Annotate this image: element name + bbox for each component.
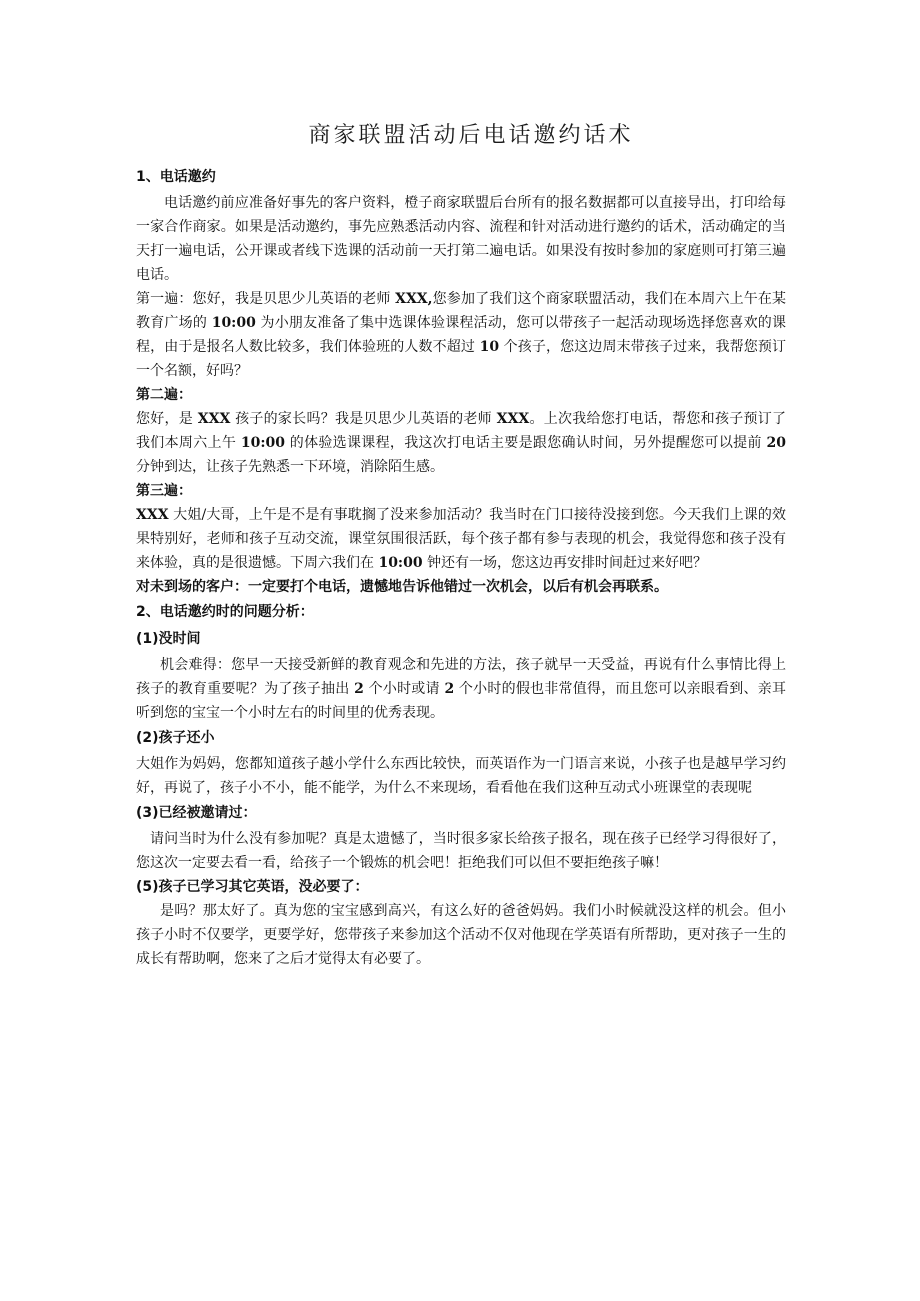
- first-call-text: 您参加了我们这个商家联盟活动，我们在本周六上午在某教育广场的: [136, 291, 786, 331]
- second-call-script: [136, 407, 786, 479]
- third-call-script: [136, 503, 786, 575]
- answer-child-too-young: 大姐作为妈妈，您都知道孩子越小学什么东西比较快，而英语作为一门语言来说，小孩子也是越早学习约好，再说了，孩子小不小，能不能学，为什么不来现场，看看他在我们这种互动式小班课堂的表现呢: [136, 756, 786, 796]
- question-heading-no-time: (1)没时间: [136, 631, 201, 647]
- no-show-note: 对未到场的客户：一定要打个电话，遗憾地告诉他错过一次机会，以后有机会再联系。: [136, 579, 668, 595]
- answer-text: 机会难得：您早一天接受新鲜的教育观念和先进的方法，孩子就早一天受益，再说有什么事情比得上孩子的教育重要呢？为了孩子抽出: [136, 657, 786, 697]
- second-call-heading: 第二遍：: [136, 387, 192, 403]
- first-call-text: 个孩子，您这边周末带孩子过来，我帮您预订一个名额，好吗？: [136, 339, 787, 379]
- second-call-text: 的体验选课课程，我这次打电话主要是跟您确认时间，另外提醒您可以提前: [285, 435, 767, 451]
- second-call-text: 孩子的家长吗？我是贝思少儿英语的老师: [230, 411, 497, 427]
- second-call-text: 您好，是: [136, 411, 198, 427]
- section1-intro-paragraph: 电话邀约前应准备好事先的客户资料，橙子商家联盟后台所有的报名数据都可以直接导出，打印给每一家合作商家。如果是活动邀约，事先应熟悉活动内容、流程和针对活动进行邀约的话术，活动确定的当天打一遍电话，公开课或者线下选课的活动前一天打第二遍电话。如果没有按时参加的家庭则可打第三遍电话。: [136, 195, 786, 283]
- answer-other-english: 是吗？那太好了。真为您的宝宝感到高兴，有这么好的爸爸妈妈。我们小时候就没这样的机会。但小孩子小时不仅要学，更要学好，您带孩子来参加这个活动不仅对他现在学英语有所帮助，更对孩子一生的成长有帮助啊，您来了之后才觉得太有必要了。: [136, 903, 786, 967]
- first-call-text: 第一遍：您好，我是贝思少儿英语的老师: [136, 291, 396, 307]
- answer-text: 个小时的假也非常值得，而且您可以亲眼看到、亲耳听到您的宝宝一个小时左右的时间里的优秀表现。: [136, 681, 786, 721]
- first-call-text: 为小朋友准备了集中选课体验课程活动，您可以带孩子一起活动现场选择您喜欢的课程，由于是报名人数比较多，我们体验班的人数不超过: [136, 315, 786, 355]
- answer-hours: 2: [444, 681, 455, 697]
- second-call-teacher-name: XXX: [496, 411, 530, 427]
- first-call-child-count: 10: [479, 339, 500, 355]
- answer-hours: 2: [354, 681, 364, 697]
- second-call-text: 分钟到达，让孩子先熟悉一下环境，消除陌生感。: [136, 459, 444, 475]
- first-call-script: [136, 287, 786, 383]
- third-call-text: 大姐/大哥，上午是不是有事耽搁了没来参加活动？我当时在门口接待没接到您。今天我们上课的效果特别好，老师和孩子互动交流，课堂氛围很活跃，每个孩子都有参与表现的机会，我觉得您和孩子没有来体验，真的是很遗憾。下周六我们在: [136, 507, 786, 571]
- question-heading-already-invited: (3)已经被邀请过：: [136, 805, 257, 821]
- section-heading-phone-invitation: 1、电话邀约: [136, 169, 216, 185]
- third-call-text: 钟还有一场，您这边再安排时间赶过来好吧？: [422, 555, 708, 571]
- first-call-time: 10:00: [211, 315, 256, 331]
- section-heading-problem-analysis: 2、电话邀约时的问题分析：: [136, 604, 314, 620]
- third-call-name: XXX: [136, 507, 169, 523]
- document-title: 商家联盟活动后电话邀约话术: [308, 123, 634, 148]
- second-call-time: 10:00: [240, 435, 286, 451]
- second-call-text: 。上次我给您打电话，帮您和孩子预订了我们本周六上午: [136, 411, 787, 451]
- answer-already-invited: 请问当时为什么没有参加呢？真是太遗憾了，当时很多家长给孩子报名，现在孩子已经学习得很好了，您这次一定要去看一看，给孩子一个锻炼的机会吧！拒绝我们可以但不要拒绝孩子嘛！: [136, 831, 786, 871]
- second-call-minutes: 20: [766, 435, 786, 451]
- answer-text: 个小时或请: [363, 681, 445, 697]
- answer-no-time: [136, 653, 786, 725]
- second-call-child-name: XXX: [197, 411, 231, 427]
- third-call-time: 10:00: [378, 555, 423, 571]
- third-call-heading: 第三遍：: [136, 483, 192, 499]
- question-heading-other-english: (5)孩子已学习其它英语，没必要了：: [136, 879, 369, 895]
- question-heading-child-too-young: (2)孩子还小: [136, 730, 215, 746]
- first-call-teacher-name: XXX,: [395, 291, 433, 307]
- document-page: [136, 116, 786, 971]
